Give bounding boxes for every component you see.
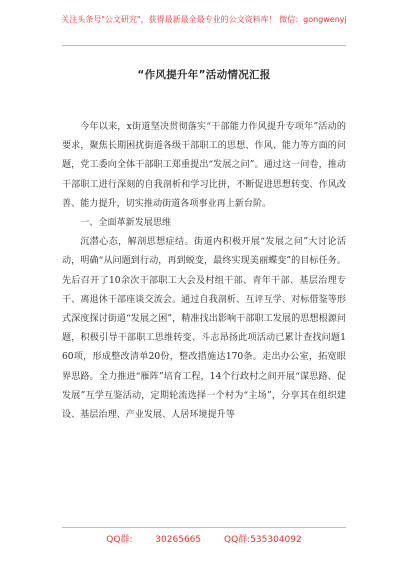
page-footer [0, 532, 408, 545]
footer-divider [62, 527, 346, 528]
intro-paragraph: 今年以来，x街道坚决贯彻落实“干部能力作风提升专项年”活动的要求，聚焦长期困扰街道各级干部职工的思想、作风、能力等方面的问题，党工委向全体干部职工郑重提出“发展之问”。通过这一问卷，推动干部职工进行深刻的自我剖析和学习比拼，不断促进思想转变、作风改善、能力提升，切实推动街道各项事业再上新台阶。 [62, 122, 346, 209]
document-title: “作风提升年”活动情况汇报 [137, 69, 271, 81]
document-body [62, 118, 346, 425]
footer-qq-group-1: QQ群: 30265665 [106, 535, 202, 545]
section-paragraph: 沉潜心态，解剖思想症结。街道内积极开展“发展之问”大讨论活动，明确“从问题到行动，再到蜕变，最终实现美丽蝶变”的目标任务。先后召开了10余次干部职工大会及村组干部、青年干部、基层治理专干、离退休干部座谈交流会。通过自我剖析、互评互学、对标借鉴等形式深度探讨街道“发展之困”，精准找出影响干部职工发展的思想根源问题，积极引导干部职工思维转变、斗志昂扬此项活动已累计查找问题160项，形成整改清单20份，整改措施达170条。走出办公室，拓宽眼界思路。全力推进“雁阵”培育工程，14个行政村之间开展“谋思路、促发展”互学互鉴活动，定期轮流选择一个村为“主场”，分享其在组织建设、基层治理、产业发展、人居环境提升等 [62, 237, 346, 421]
section-heading: 一、全面革新发展思维 [80, 218, 172, 229]
header-divider [62, 45, 346, 46]
footer-qq-group-2: QQ群:535304092 [224, 535, 302, 545]
page-header-banner: 关注头条号"公文研究"，获得最新最全最专业的公文资料库！ 微信：gongwenyj [61, 15, 347, 24]
